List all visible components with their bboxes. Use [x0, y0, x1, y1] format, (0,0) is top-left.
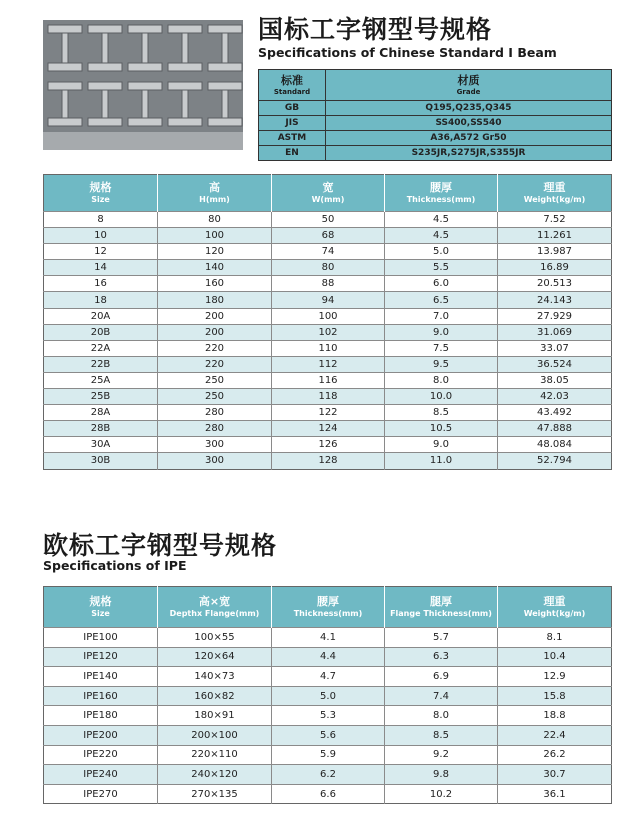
table-cell: 220	[158, 356, 272, 372]
table-cell: 68	[272, 228, 385, 244]
table-cell: 38.05	[498, 372, 612, 388]
table-cell: 10.2	[385, 784, 498, 804]
table-row	[44, 356, 612, 372]
table-cell: 18.8	[498, 706, 612, 726]
table-cell: 25A	[44, 372, 158, 388]
col-header-depth-flange: 高×宽 Depthx Flange(mm)	[158, 587, 272, 628]
table-cell: IPE120	[44, 647, 158, 667]
table-cell: 20.513	[498, 276, 612, 292]
table-cell: 6.9	[385, 667, 498, 687]
table-cell: 9.8	[385, 765, 498, 785]
col-header-size: 规格 Size	[44, 587, 158, 628]
table-cell: 80	[272, 260, 385, 276]
table-cell: 4.5	[385, 228, 498, 244]
table-cell: 5.9	[272, 745, 385, 765]
table-row	[44, 292, 612, 308]
chinese-i-beam-table	[43, 174, 612, 470]
table-cell: 22.4	[498, 725, 612, 745]
table-cell: 5.0	[385, 244, 498, 260]
table-cell: 7.52	[498, 212, 612, 228]
table-cell: 30.7	[498, 765, 612, 785]
table-cell: IPE100	[44, 628, 158, 648]
table-cell: 280	[158, 405, 272, 421]
table-cell: 118	[272, 389, 385, 405]
table-cell: 270×135	[158, 784, 272, 804]
table-cell: 5.3	[272, 706, 385, 726]
table-cell: 6.3	[385, 647, 498, 667]
table-cell: 102	[272, 324, 385, 340]
table-cell: 25B	[44, 389, 158, 405]
table-cell: 4.7	[272, 667, 385, 687]
table-row	[44, 405, 612, 421]
grade-row: ASTM A36,A572 Gr50	[259, 131, 612, 146]
table-cell: 250	[158, 372, 272, 388]
table-cell: 4.5	[385, 212, 498, 228]
table-row	[44, 667, 612, 687]
table-cell: 30B	[44, 453, 158, 469]
table-cell: 22A	[44, 340, 158, 356]
table-cell: 16	[44, 276, 158, 292]
table-row	[44, 706, 612, 726]
table-row	[44, 389, 612, 405]
table-row	[44, 453, 612, 469]
ipe-table	[43, 586, 612, 804]
table-row	[44, 340, 612, 356]
table-cell: 36.524	[498, 356, 612, 372]
table-cell: 112	[272, 356, 385, 372]
table-cell: 124	[272, 421, 385, 437]
table-cell: 24.143	[498, 292, 612, 308]
table-cell: 6.6	[272, 784, 385, 804]
table-cell: 28B	[44, 421, 158, 437]
table-cell: 6.2	[272, 765, 385, 785]
table-cell: 9.0	[385, 437, 498, 453]
table-cell: 48.084	[498, 437, 612, 453]
table-cell: 160	[158, 276, 272, 292]
col-header-flange-thickness: 腿厚 Flange Thickness(mm)	[385, 587, 498, 628]
table-cell: 47.888	[498, 421, 612, 437]
table-cell: 31.069	[498, 324, 612, 340]
table-cell: 10	[44, 228, 158, 244]
table-cell: 22B	[44, 356, 158, 372]
table-cell: 300	[158, 453, 272, 469]
table-cell: 74	[272, 244, 385, 260]
table-row	[44, 228, 612, 244]
table-cell: 18	[44, 292, 158, 308]
table-cell: 26.2	[498, 745, 612, 765]
table-cell: IPE160	[44, 686, 158, 706]
table-row	[44, 686, 612, 706]
table-row	[44, 437, 612, 453]
table-cell: 100	[158, 228, 272, 244]
table-cell: 11.261	[498, 228, 612, 244]
table-cell: 12.9	[498, 667, 612, 687]
table-cell: IPE220	[44, 745, 158, 765]
col-header-weight: 理重 Weight(kg/m)	[498, 175, 612, 212]
table-cell: IPE140	[44, 667, 158, 687]
grade-header-standard: 标准 Standard	[259, 70, 326, 101]
table-cell: 8.0	[385, 706, 498, 726]
table-cell: 200	[158, 308, 272, 324]
steel-beams-photo	[43, 20, 243, 150]
table-cell: 8.1	[498, 628, 612, 648]
table-cell: 11.0	[385, 453, 498, 469]
table-cell: 7.5	[385, 340, 498, 356]
table-row	[44, 372, 612, 388]
table-cell: 27.929	[498, 308, 612, 324]
table-cell: 28A	[44, 405, 158, 421]
table-cell: 7.4	[385, 686, 498, 706]
table-row	[44, 276, 612, 292]
table-cell: 180	[158, 292, 272, 308]
table-cell: 20A	[44, 308, 158, 324]
table-row	[44, 308, 612, 324]
table-cell: 250	[158, 389, 272, 405]
table-row	[44, 421, 612, 437]
table-row	[44, 784, 612, 804]
table-cell: 7.0	[385, 308, 498, 324]
section2-subtitle: Specifications of IPE	[43, 558, 187, 573]
table-cell: 50	[272, 212, 385, 228]
table-cell: 100×55	[158, 628, 272, 648]
table-cell: 9.5	[385, 356, 498, 372]
table-cell: 5.0	[272, 686, 385, 706]
table-cell: 43.492	[498, 405, 612, 421]
section1-title: 国标工字钢型号规格	[258, 15, 493, 44]
table-cell: 126	[272, 437, 385, 453]
table-cell: 200×100	[158, 725, 272, 745]
table-row	[44, 745, 612, 765]
table-cell: 280	[158, 421, 272, 437]
table-cell: 14	[44, 260, 158, 276]
grade-table	[258, 69, 612, 161]
col-header-weight: 理重 Weight(kg/m)	[498, 587, 612, 628]
col-header-thickness: 腰厚 Thickness(mm)	[385, 175, 498, 212]
table-cell: 5.5	[385, 260, 498, 276]
table-row	[44, 324, 612, 340]
col-header-size: 规格 Size	[44, 175, 158, 212]
table-row	[44, 260, 612, 276]
table-cell: 12	[44, 244, 158, 260]
table-row	[44, 244, 612, 260]
table-cell: 6.0	[385, 276, 498, 292]
table-cell: 5.7	[385, 628, 498, 648]
table-cell: 94	[272, 292, 385, 308]
table-cell: 42.03	[498, 389, 612, 405]
table-cell: 4.1	[272, 628, 385, 648]
section1-subtitle: Specifications of Chinese Standard I Beam	[258, 45, 557, 60]
table-cell: IPE180	[44, 706, 158, 726]
table-cell: 88	[272, 276, 385, 292]
table-cell: 140	[158, 260, 272, 276]
table-row	[44, 212, 612, 228]
table-cell: IPE200	[44, 725, 158, 745]
table-cell: 180×91	[158, 706, 272, 726]
table-row	[44, 725, 612, 745]
grade-header-grade: 材质 Grade	[326, 70, 612, 101]
table-cell: 128	[272, 453, 385, 469]
table-cell: 116	[272, 372, 385, 388]
table-cell: 140×73	[158, 667, 272, 687]
table-cell: 220×110	[158, 745, 272, 765]
table-cell: 10.5	[385, 421, 498, 437]
table-row	[44, 647, 612, 667]
table-cell: 6.5	[385, 292, 498, 308]
table-cell: 10.4	[498, 647, 612, 667]
table-cell: 13.987	[498, 244, 612, 260]
grade-row: JIS SS400,SS540	[259, 116, 612, 131]
table-cell: 220	[158, 340, 272, 356]
table-cell: 120	[158, 244, 272, 260]
col-header-thickness: 腰厚 Thickness(mm)	[272, 587, 385, 628]
table-cell: 4.4	[272, 647, 385, 667]
table-cell: 8.5	[385, 405, 498, 421]
table-cell: 8	[44, 212, 158, 228]
table-cell: 100	[272, 308, 385, 324]
table-cell: IPE240	[44, 765, 158, 785]
table-cell: 33.07	[498, 340, 612, 356]
table-cell: 110	[272, 340, 385, 356]
table-cell: 20B	[44, 324, 158, 340]
table-cell: 120×64	[158, 647, 272, 667]
table-row	[44, 628, 612, 648]
table-cell: 10.0	[385, 389, 498, 405]
table-cell: 9.2	[385, 745, 498, 765]
table-row	[44, 765, 612, 785]
table-cell: 9.0	[385, 324, 498, 340]
table-cell: 80	[158, 212, 272, 228]
table-cell: 16.89	[498, 260, 612, 276]
table-cell: 8.0	[385, 372, 498, 388]
table-cell: 15.8	[498, 686, 612, 706]
table-cell: IPE270	[44, 784, 158, 804]
table-cell: 5.6	[272, 725, 385, 745]
table-cell: 36.1	[498, 784, 612, 804]
grade-row: GB Q195,Q235,Q345	[259, 101, 612, 116]
grade-row: EN S235JR,S275JR,S355JR	[259, 146, 612, 161]
col-header-height: 高 H(mm)	[158, 175, 272, 212]
table-cell: 30A	[44, 437, 158, 453]
table-cell: 300	[158, 437, 272, 453]
section2-title: 欧标工字钢型号规格	[43, 531, 278, 560]
table-cell: 8.5	[385, 725, 498, 745]
table-cell: 52.794	[498, 453, 612, 469]
table-cell: 240×120	[158, 765, 272, 785]
table-cell: 200	[158, 324, 272, 340]
table-cell: 160×82	[158, 686, 272, 706]
table-cell: 122	[272, 405, 385, 421]
col-header-width: 宽 W(mm)	[272, 175, 385, 212]
